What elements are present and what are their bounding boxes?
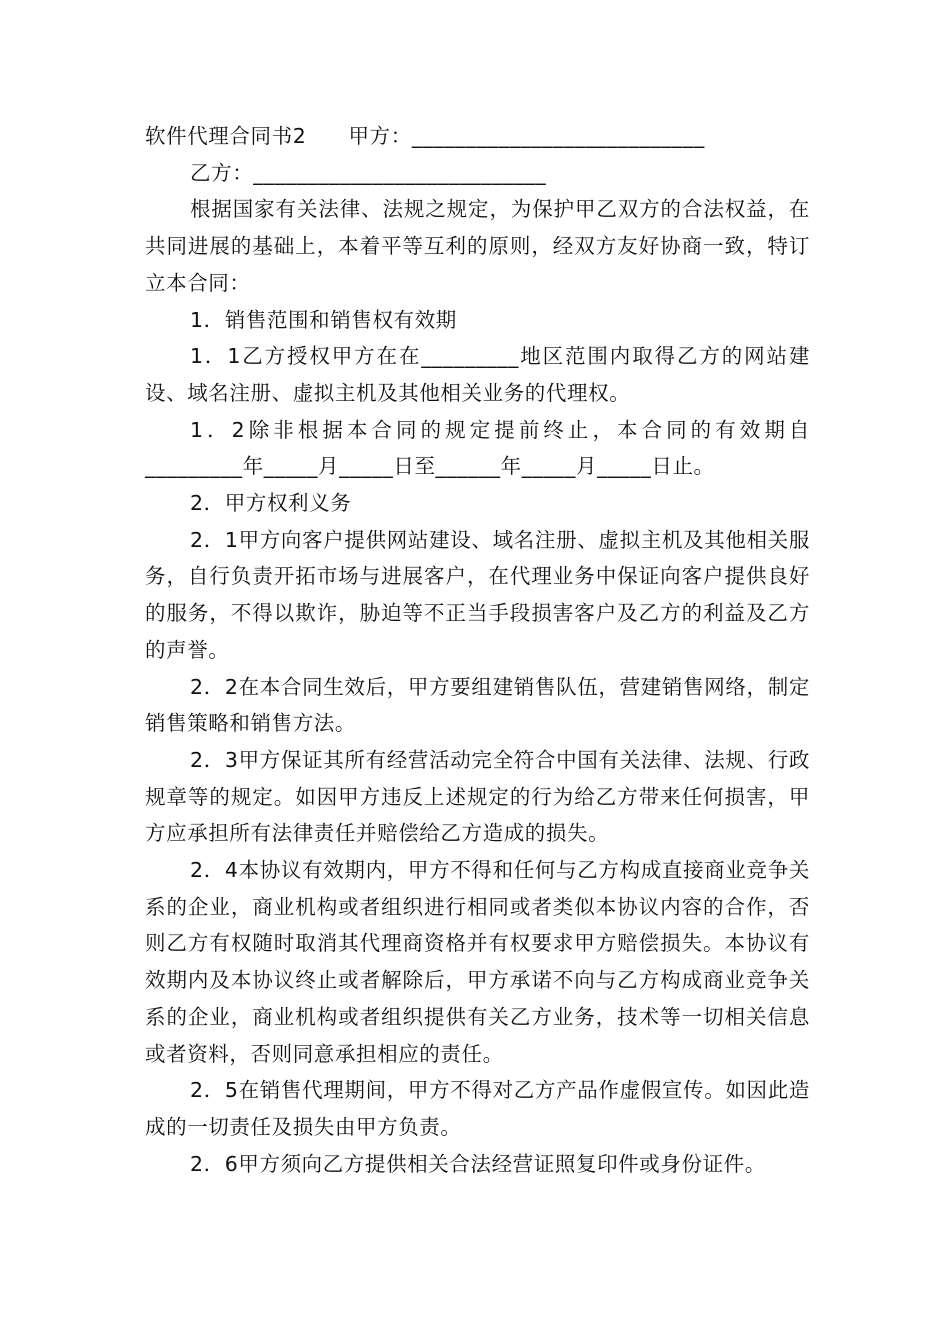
clause-2-2: 2．2在本合同生效后，甲方要组建销售队伍，营建销售网络，制定销售策略和销售方法。 xyxy=(145,674,810,736)
section-1-heading: 1．销售范围和销售权有效期 xyxy=(190,307,457,332)
party-b-line: 乙方：___________________________ xyxy=(190,160,547,185)
contract-title-line: 软件代理合同书2 甲方：___________________________ xyxy=(145,124,705,148)
clause-2-6: 2．6甲方须向乙方提供相关合法经营证照复印件或身份证件。 xyxy=(190,1151,766,1176)
clause-1-2: 1．2除非根据本合同的规定提前终止，本合同的有效期自_________年_____月_____日至______年_____月_____日止。 xyxy=(145,417,810,479)
clause-2-5: 2．5在销售代理期间，甲方不得对乙方产品作虚假宣传。如因此造成的一切责任及损失由甲方负责。 xyxy=(145,1078,810,1139)
section-2-heading: 2．甲方权利义务 xyxy=(190,491,352,516)
clause-1-1: 1．1乙方授权甲方在在_________地区范围内取得乙方的网站建设、域名注册、虚拟主机及其他相关业务的代理权。 xyxy=(145,344,810,405)
clause-2-3: 2．3甲方保证其所有经营活动完全符合中国有关法律、法规、行政规章等的规定。如因甲方违反上述规定的行为给乙方带来任何损害，甲方应承担所有法律责任并赔偿给乙方造成的损失。 xyxy=(145,747,810,846)
preamble-paragraph: 根据国家有关法律、法规之规定，为保护甲乙双方的合法权益，在共同进展的基础上，本着平等互利的原则，经双方友好协商一致，特订立本合同： xyxy=(145,197,810,295)
clause-2-1: 2．1甲方向客户提供网站建设、域名注册、虚拟主机及其他相关服务，自行负责开拓市场与进展客户，在代理业务中保证向客户提供良好的服务，不得以欺诈，胁迫等不正当手段损害客户及乙方的利益及乙方的声誉。 xyxy=(145,527,810,662)
clause-2-4: 2．4本协议有效期内，甲方不得和任何与乙方构成直接商业竞争关系的企业，商业机构或者组织进行相同或者类似本协议内容的合作，否则乙方有权随时取消其代理商资格并有权要求甲方赔偿损失。本协议有效期内及本协议终止或者解除后，甲方承诺不向与乙方构成商业竞争关系的企业，商业机构或者组织提供有关乙方业务，技术等一切相关信息或者资料，否则同意承担相应的责任。 xyxy=(145,858,810,1066)
contract-body xyxy=(145,118,810,1182)
